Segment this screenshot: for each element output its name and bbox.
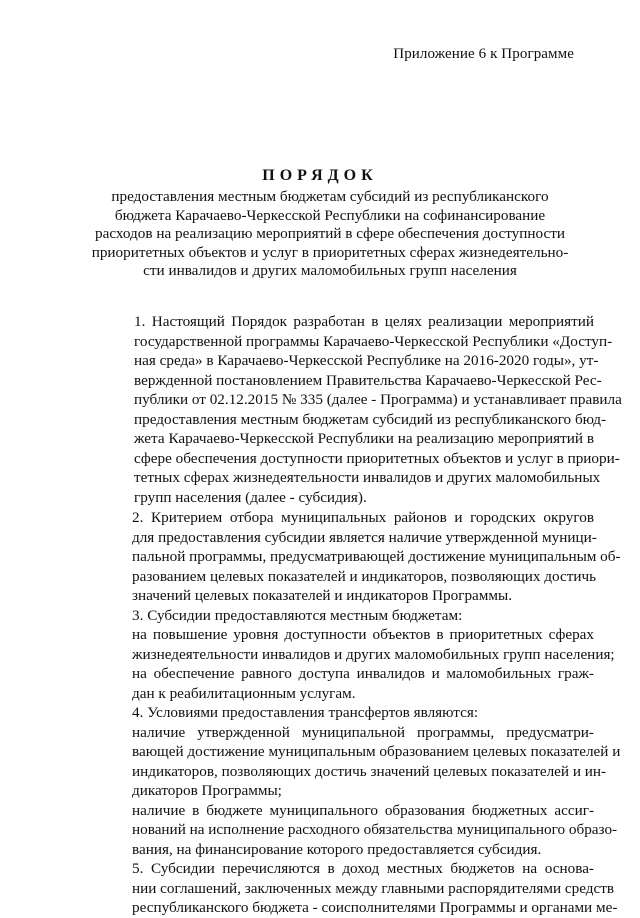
paragraph-line: дан к реабилитационным услугам.: [132, 684, 356, 702]
paragraph-line: республиканского бюджета - соисполнителями Программы и органами ме-: [132, 899, 618, 916]
paragraph-2: [92, 508, 621, 606]
paragraph-line: разованием целевых показателей и индикаторов, позволяющих достичь: [132, 567, 597, 585]
paragraph-line: значений целевых показателей и индикаторов Программы.: [132, 587, 513, 604]
subtitle-line: расходов на реализацию мероприятий в сфере обеспечения доступности: [94, 225, 565, 243]
paragraph-3: [92, 606, 594, 626]
paragraph-line: сфере обеспечения доступности приоритетных объектов и услуг в приори-: [134, 449, 620, 467]
paragraph-3-item-2: [92, 664, 594, 703]
paragraph-line: 1. Настоящий Порядок разработан в целях реализации мероприятий: [134, 313, 594, 330]
subtitle-line: бюджета Карачаево-Черкесской Республики на софинансирование: [114, 206, 546, 224]
paragraph-line: на обеспечение равного доступа инвалидов и маломобильных граж-: [132, 665, 594, 682]
paragraph-line: вания, на финансирование которого предоставляется субсидия.: [132, 840, 542, 858]
paragraph-line: тетных сферах жизнедеятельности инвалидов и других маломобильных: [134, 469, 601, 486]
paragraph-line: нований на исполнение расходного обязательства муниципального образо-: [132, 821, 618, 838]
paragraph-line: наличие утвержденной муниципальной программы, предусматри-: [132, 723, 594, 741]
paragraph-4-item-2: [92, 801, 618, 860]
paragraph-line: жизнедеятельности инвалидов и других маломобильных групп населения;: [132, 645, 615, 663]
paragraph-line: на повышение уровня доступности объектов в приоритетных сферах: [132, 626, 594, 643]
paragraph-4-item-1: [92, 723, 621, 801]
paragraph-line: вержденной постановлением Правительства Карачаево-Черкесской Рес-: [134, 371, 602, 389]
paragraph-line: вающей достижение муниципальным образованием целевых показателей и: [132, 743, 621, 760]
paragraph-line: для предоставления субсидии является наличие утвержденной муници-: [132, 528, 597, 546]
paragraph-1: [92, 312, 622, 507]
paragraph-line: 2. Критерием отбора муниципальных районов и городских округов: [132, 509, 594, 526]
paragraph-line: предоставления местным бюджетам субсидий из республиканского бюд-: [134, 410, 607, 428]
subtitle-line: сти инвалидов и других маломобильных групп населения: [143, 262, 517, 280]
paragraph-line: нии соглашений, заключенных между главными распорядителями средств: [132, 879, 615, 897]
paragraph-5: [92, 859, 618, 918]
document-subtitle: [80, 188, 580, 281]
paragraph-line: ная среда» в Карачаево-Черкесской Республике на 2016-2020 годы», ут-: [134, 352, 599, 369]
document-body: [92, 312, 622, 918]
document-title: ПОРЯДОК: [262, 167, 378, 184]
paragraph-3-item-1: [92, 625, 615, 664]
paragraph-line: 5. Субсидии перечисляются в доход местных бюджетов на основа-: [132, 860, 594, 877]
paragraph-line: групп населения (далее - субсидия).: [134, 488, 367, 506]
paragraph-line: жета Карачаево-Черкесской Республики на реализацию мероприятий в: [134, 430, 594, 447]
paragraph-4: [92, 703, 594, 723]
paragraph-line: индикаторов, позволяющих достичь значений целевых показателей и ин-: [132, 762, 607, 780]
appendix-header: Приложение 6 к Программе: [393, 46, 574, 62]
paragraph-line: публики от 02.12.2015 № 335 (далее - Программа) и устанавливает правила: [134, 391, 622, 408]
subtitle-line: предоставления местным бюджетам субсидий из республиканского: [111, 188, 549, 205]
paragraph-line: государственной программы Карачаево-Черкесской Республики «Доступ-: [134, 332, 613, 350]
paragraph-line: пальной программы, предусматривающей достижение муниципальным об-: [132, 548, 621, 565]
paragraph-line: наличие в бюджете муниципального образования бюджетных ассиг-: [132, 801, 594, 819]
paragraph-line: дикаторов Программы;: [132, 782, 282, 799]
subtitle-line: приоритетных объектов и услуг в приоритетных сферах жизнедеятельно-: [91, 243, 569, 261]
paragraph-line: 4. Условиями предоставления трансфертов являются:: [132, 704, 479, 721]
paragraph-line: 3. Субсидии предоставляются местным бюджетам:: [132, 606, 463, 624]
